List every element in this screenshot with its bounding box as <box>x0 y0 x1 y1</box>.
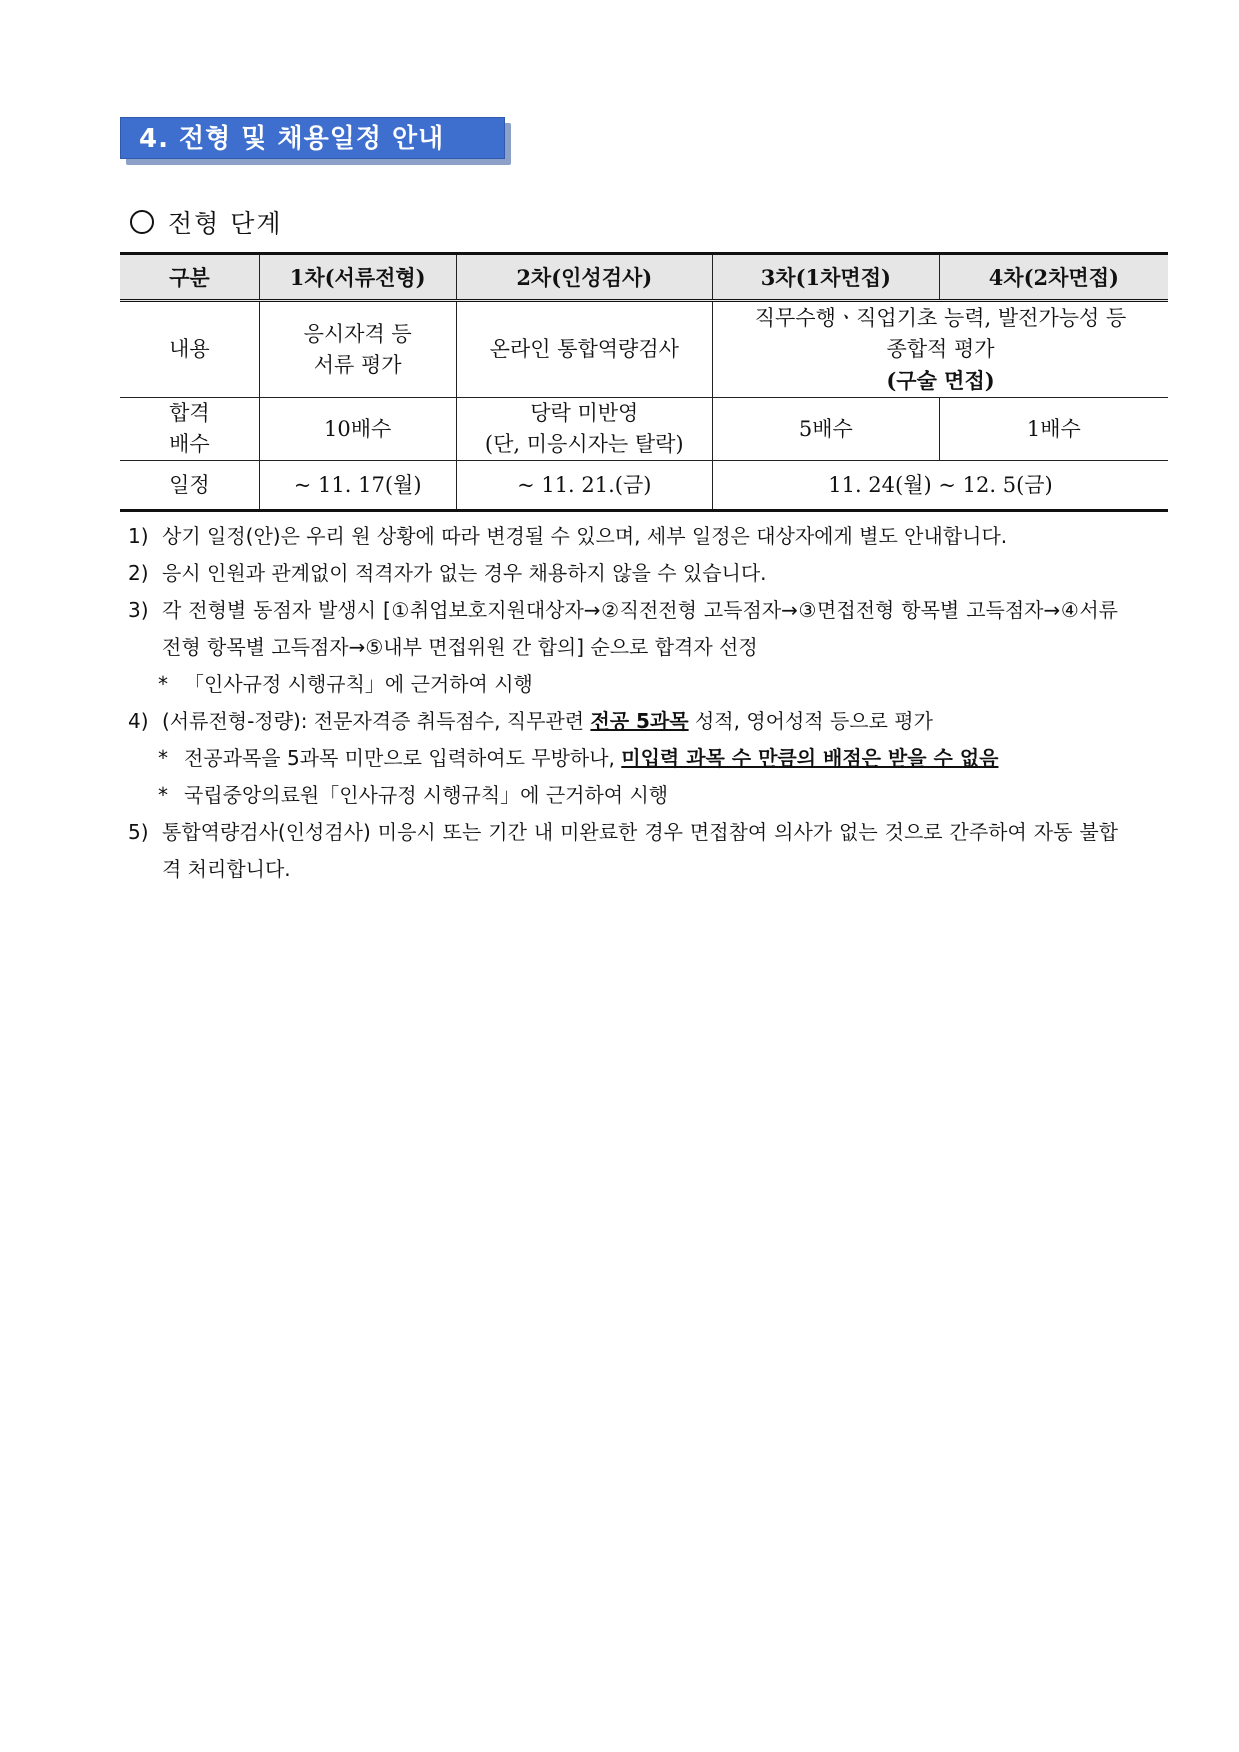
header-stage-4: 4차(2차면접) <box>939 254 1168 301</box>
notes-list <box>128 518 1118 888</box>
note-text: 통합역량검사(인성검사) 미응시 또는 기간 내 미완료한 경우 면접참여 의사가 없는 것으로 간주하여 자동 불합격 처리합니다. <box>162 820 1118 881</box>
header-stage-3: 3차(1차면접) <box>713 254 940 301</box>
row-label-schedule: 일정 <box>120 461 259 511</box>
subsection-heading <box>130 204 283 240</box>
table-row-content <box>120 301 1168 398</box>
cell-stage-1-schedule: ~ 11. 17(월) <box>259 461 456 511</box>
cell-stage-1-multiple: 10배수 <box>259 398 456 461</box>
note-emphasis: 전공 5과목 <box>590 709 689 733</box>
section-title: 4. 전형 및 채용일정 안내 <box>120 117 505 159</box>
note-subitem-3-1 <box>128 666 1118 703</box>
cell-stage-4-multiple: 1배수 <box>939 398 1168 461</box>
cell-text-line: 직무수행ㆍ직업기초 능력, 발전가능성 등 <box>754 306 1127 330</box>
cell-text-line: 배수 <box>169 432 210 456</box>
note-emphasis: 미입력 과목 수 만큼의 배점은 받을 수 없음 <box>621 746 999 770</box>
asterisk-mark: * <box>158 746 168 770</box>
note-item-3 <box>128 592 1118 666</box>
header-category: 구분 <box>120 254 259 301</box>
note-text: 국립중앙의료원「인사규정 시행규칙」에 근거하여 시행 <box>184 783 669 807</box>
asterisk-mark: * <box>158 783 168 807</box>
table-row-schedule <box>120 461 1168 511</box>
note-number: 1) <box>128 524 149 548</box>
note-subitem-4-1 <box>128 740 1118 777</box>
note-item-2 <box>128 555 1118 592</box>
asterisk-mark: * <box>158 672 168 696</box>
note-text: 응시 인원과 관계없이 적격자가 없는 경우 채용하지 않을 수 있습니다. <box>162 561 767 585</box>
cell-text-line-bold: (구술 면접) <box>886 368 995 393</box>
note-text: 전공과목을 5과목 미만으로 입력하여도 무방하나, <box>184 746 622 770</box>
cell-text-line: 합격 <box>169 401 210 425</box>
cell-text-line: 응시자격 등 <box>303 321 412 346</box>
note-text: 「인사규정 시행규칙」에 근거하여 시행 <box>184 672 533 696</box>
note-number: 4) <box>128 709 149 733</box>
note-number: 3) <box>128 598 149 622</box>
note-number: 5) <box>128 820 149 844</box>
cell-stage-3-4-content <box>713 301 1168 398</box>
note-item-1 <box>128 518 1118 555</box>
table-header-row <box>120 254 1168 301</box>
cell-text-line: 당락 미반영 <box>530 401 639 425</box>
note-text: 성적, 영어성적 등으로 평가 <box>688 709 933 733</box>
section-header <box>120 117 505 159</box>
cell-stage-2-content: 온라인 통합역량검사 <box>456 301 712 398</box>
cell-text-line: (단, 미응시자는 탈락) <box>484 432 684 456</box>
cell-text-line: 종합적 평가 <box>886 337 995 361</box>
cell-stage-3-4-schedule: 11. 24(월) ~ 12. 5(금) <box>713 461 1168 511</box>
note-text: 각 전형별 동점자 발생시 [①취업보호지원대상자→②직전전형 고득점자→③면접전형 항목별 고득점자→④서류전형 항목별 고득점자→⑤내부 면접위원 간 합의] 순으로 합격자 선정 <box>162 598 1118 659</box>
row-label-content: 내용 <box>120 301 259 398</box>
cell-stage-1-content <box>259 301 456 398</box>
cell-stage-3-multiple: 5배수 <box>713 398 940 461</box>
selection-stage-table <box>120 252 1168 512</box>
note-item-5 <box>128 814 1118 888</box>
note-number: 2) <box>128 561 149 585</box>
subsection-title: 전형 단계 <box>168 209 283 238</box>
note-text: 상기 일정(안)은 우리 원 상황에 따라 변경될 수 있으며, 세부 일정은 대상자에게 별도 안내합니다. <box>162 524 1008 548</box>
table-row-pass-multiple <box>120 398 1168 461</box>
header-stage-1: 1차(서류전형) <box>259 254 456 301</box>
circle-bullet-icon <box>130 210 154 234</box>
cell-stage-2-schedule: ~ 11. 21.(금) <box>456 461 712 511</box>
cell-stage-2-multiple <box>456 398 712 461</box>
note-item-4 <box>128 703 1118 740</box>
cell-text-line: 서류 평가 <box>313 352 402 377</box>
note-subitem-4-2 <box>128 777 1118 814</box>
header-stage-2: 2차(인성검사) <box>456 254 712 301</box>
note-text: (서류전형-정량): 전문자격증 취득점수, 직무관련 <box>162 709 591 733</box>
row-label-pass-multiple <box>120 398 259 461</box>
